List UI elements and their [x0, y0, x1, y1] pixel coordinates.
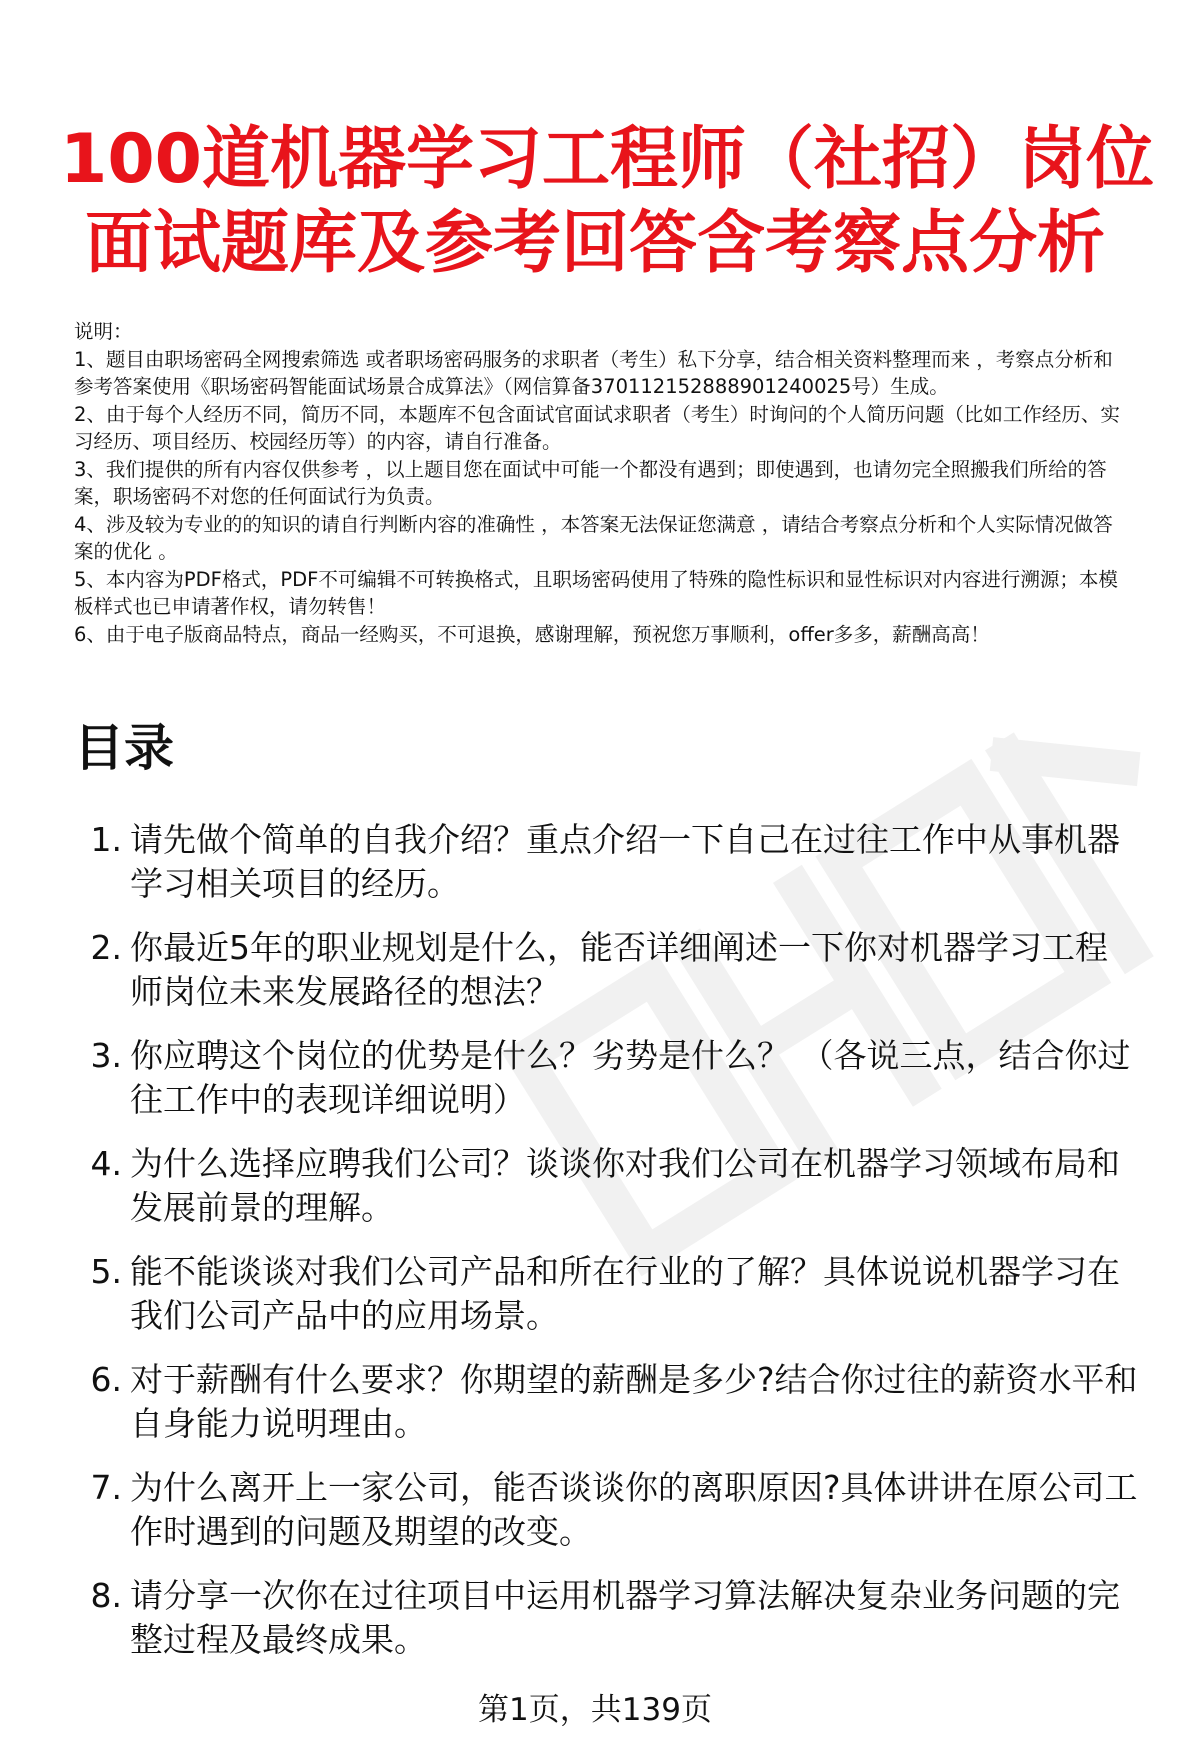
toc-item-text: 你最近5年的职业规划是什么，能否详细阐述一下你对机器学习工程师岗位未来发展路径的想法？ [130, 928, 1108, 1011]
title-line-1: 100道机器学习工程师（社招）岗位 [60, 120, 1154, 199]
toc-item-text: 为什么离开上一家公司，能否谈谈你的离职原因?具体讲讲在原公司工作时遇到的问题及期望的改变。 [130, 1468, 1138, 1551]
table-of-contents [74, 818, 1140, 1682]
toc-item-number: 2. [90, 928, 122, 967]
toc-item-number: 4. [90, 1144, 122, 1183]
toc-item-number: 7. [90, 1468, 122, 1507]
toc-item[interactable] [74, 1250, 1140, 1338]
toc-item-text: 能不能谈谈对我们公司产品和所在行业的了解？具体说说机器学习在我们公司产品中的应用场景。 [130, 1252, 1120, 1335]
toc-item-text: 对于薪酬有什么要求？你期望的薪酬是多少?结合你过往的薪资水平和自身能力说明理由。 [130, 1360, 1138, 1443]
toc-item[interactable] [74, 818, 1140, 906]
toc-item-text: 你应聘这个岗位的优势是什么？劣势是什么？ （各说三点，结合你过往工作中的表现详细说明） [130, 1036, 1131, 1119]
page-number: 第1页，共139页 [478, 1692, 712, 1728]
toc-heading: 目录 [74, 719, 174, 777]
toc-item[interactable] [74, 1034, 1140, 1122]
toc-item-text: 请先做个简单的自我介绍？重点介绍一下自己在过往工作中从事机器学习相关项目的经历。 [130, 820, 1120, 903]
toc-item-text: 为什么选择应聘我们公司？谈谈你对我们公司在机器学习领域布局和发展前景的理解。 [130, 1144, 1120, 1227]
toc-item[interactable] [74, 1358, 1140, 1446]
instruction-item: 3、我们提供的所有内容仅供参考 ，以上题目您在面试中可能一个都没有遇到；即使遇到，也请勿完全照搬我们所给的答案，职场密码不对您的任何面试行为负责。 [74, 457, 1107, 508]
toc-item[interactable] [74, 1574, 1140, 1662]
toc-item[interactable] [74, 926, 1140, 1014]
toc-item-number: 3. [90, 1036, 122, 1075]
toc-item-number: 5. [90, 1252, 122, 1291]
instruction-item: 1、题目由职场密码全网搜索筛选 或者职场密码服务的求职者（考生）私下分享，结合相关资料整理而来 ，考察点分析和参考答案使用《职场密码智能面试场景合成算法》（网信算备370112152888901240025号）生成。 [74, 347, 1113, 398]
toc-item-number: 1. [90, 820, 122, 859]
toc-item-number: 6. [90, 1360, 122, 1399]
toc-item[interactable] [74, 1466, 1140, 1554]
instruction-item: 5、本内容为PDF格式，PDF不可编辑不可转换格式，且职场密码使用了特殊的隐性标识和显性标识对内容进行溯源；本模板样式也已申请著作权，请勿转售！ [74, 567, 1118, 618]
title-line-2: 面试题库及参考回答含考察点分析 [84, 204, 1105, 283]
toc-item[interactable] [74, 1142, 1140, 1230]
toc-item-text: 请分享一次你在过往项目中运用机器学习算法解决复杂业务问题的完整过程及最终成果。 [130, 1576, 1120, 1659]
instruction-item: 6、由于电子版商品特点，商品一经购买，不可退换，感谢理解，预祝您万事顺利，offer多多，薪酬高高！ [74, 622, 990, 646]
instructions-section [74, 318, 1124, 648]
document-title [60, 118, 1154, 286]
instruction-item: 2、由于每个人经历不同，简历不同，本题库不包含面试官面试求职者（考生）时询问的个人简历问题（比如工作经历、实习经历、项目经历、校园经历等）的内容，请自行准备。 [74, 402, 1120, 453]
toc-item-number: 8. [90, 1576, 122, 1615]
instructions-heading: 说明： [74, 320, 133, 343]
instruction-item: 4、涉及较为专业的的知识的请自行判断内容的准确性 ，本答案无法保证您满意 ，请结合考察点分析和个人实际情况做答案的优化 。 [74, 512, 1113, 563]
